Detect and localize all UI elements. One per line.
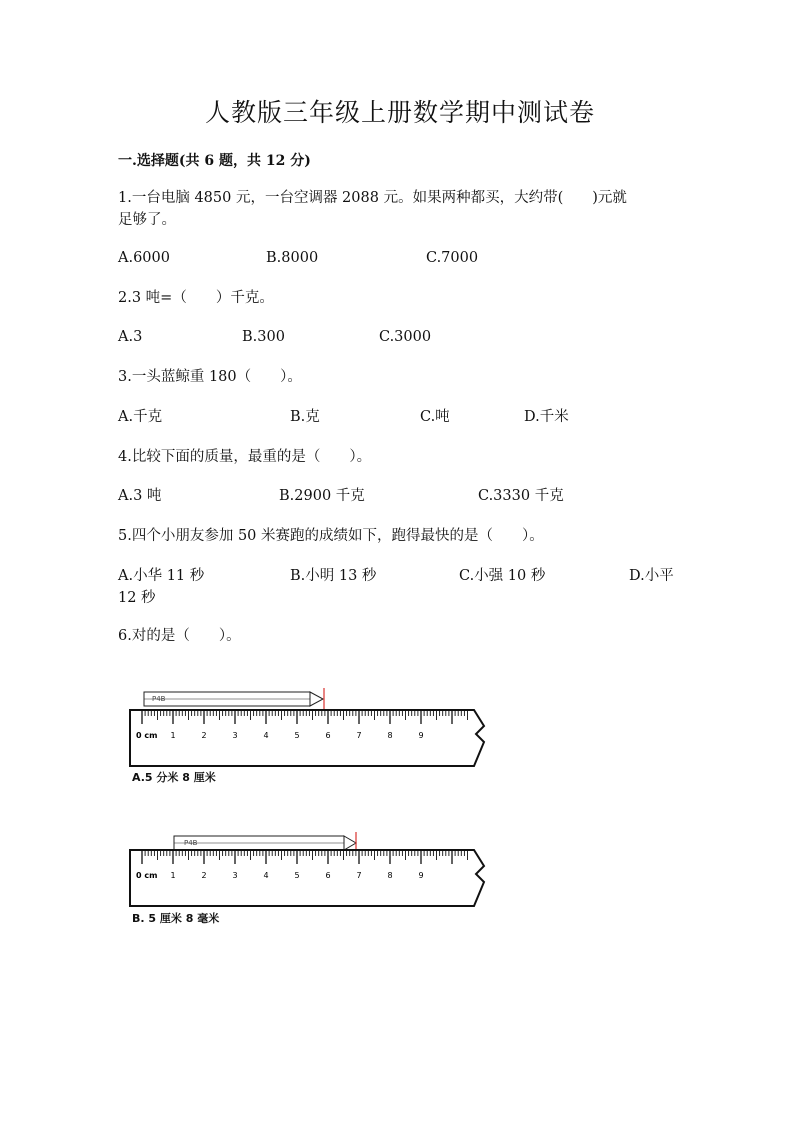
question-5-options-wrap: [118, 587, 688, 609]
option-b[interactable]: B.克: [290, 409, 320, 425]
ruler-number: 8: [387, 871, 393, 880]
question-1: [118, 187, 688, 231]
ruler-number: 3: [232, 731, 238, 740]
question-text: 6.对的是（ ）。: [118, 628, 241, 644]
option-b[interactable]: B.小明 13 秒: [290, 568, 377, 584]
ruler-number: 3: [232, 871, 238, 880]
question-3: [118, 366, 688, 388]
question-3-options: [118, 406, 688, 428]
ruler-number: 2: [201, 871, 207, 880]
option-d[interactable]: D.小平: [629, 568, 674, 584]
svg-text:P4B: P4B: [184, 839, 198, 847]
figure-caption-a: A.5 分米 8 厘米: [132, 771, 216, 784]
question-text: 5.四个小朋友参加 50 米赛跑的成绩如下，跑得最快的是（ ）。: [118, 528, 544, 544]
question-text: 2.3 吨=（ ）千克。: [118, 290, 274, 306]
option-c[interactable]: C.小强 10 秒: [459, 568, 546, 584]
option-a[interactable]: A.小华 11 秒: [118, 568, 205, 584]
question-5-options: [118, 565, 688, 587]
option-c[interactable]: C.7000: [426, 250, 479, 266]
svg-text:P4B: P4B: [152, 695, 166, 703]
ruler-body-a: [130, 710, 484, 766]
option-b[interactable]: B.8000: [266, 250, 319, 266]
option-a[interactable]: A.3 吨: [118, 488, 162, 504]
option-a[interactable]: A.6000: [118, 250, 170, 266]
ruler-number: 1: [170, 731, 176, 740]
option-d[interactable]: D.千米: [524, 409, 569, 425]
ruler-number: 5: [294, 731, 300, 740]
ruler-number: 1: [170, 871, 176, 880]
ruler-number: 7: [356, 731, 362, 740]
ruler-number: 5: [294, 871, 300, 880]
option-d-continued[interactable]: 12 秒: [118, 590, 156, 606]
option-c[interactable]: C.3330 千克: [478, 488, 564, 504]
ruler-number: 2: [201, 731, 207, 740]
option-b[interactable]: B.300: [242, 329, 285, 345]
ruler-number: 9: [418, 871, 424, 880]
pencil-b: [174, 836, 356, 850]
figure-option-b[interactable]: [128, 830, 488, 930]
ruler-number: 7: [356, 871, 362, 880]
ruler-unit-label: 0 cm: [136, 731, 158, 740]
question-text: 1.一台电脑 4850 元，一台空调器 2088 元。如果两种都买，大约带( )元就: [118, 190, 627, 206]
ruler-number: 8: [387, 731, 393, 740]
figure-caption-b: B. 5 厘米 8 毫米: [132, 912, 220, 925]
question-5: [118, 525, 688, 547]
ruler-number: 6: [325, 871, 331, 880]
question-4-options: [118, 485, 688, 507]
ruler-number: 6: [325, 731, 331, 740]
ruler-number: 4: [263, 871, 269, 880]
question-text: 3.一头蓝鲸重 180（ ）。: [118, 369, 302, 385]
question-text-continued: 足够了。: [118, 212, 176, 228]
option-a[interactable]: A.千克: [118, 409, 163, 425]
option-c[interactable]: C.吨: [420, 409, 450, 425]
question-text: 4.比较下面的质量，最重的是（ ）。: [118, 449, 372, 465]
page-title: 人教版三年级上册数学期中测试卷: [204, 98, 595, 127]
option-c[interactable]: C.3000: [379, 329, 432, 345]
section-heading: 一.选择题(共 6 题，共 12 分): [118, 153, 311, 169]
question-2-options: [118, 326, 688, 348]
question-1-options: [118, 247, 688, 269]
ruler-number: 9: [418, 731, 424, 740]
ruler-unit-label: 0 cm: [136, 871, 158, 880]
figure-option-a[interactable]: [128, 686, 488, 786]
option-a[interactable]: A.3: [118, 329, 143, 345]
question-4: [118, 446, 688, 468]
ruler-body-b: [130, 850, 484, 906]
question-2: [118, 287, 688, 309]
pencil-a: [144, 692, 323, 706]
ruler-number: 4: [263, 731, 269, 740]
option-b[interactable]: B.2900 千克: [279, 488, 365, 504]
question-6: [118, 625, 688, 647]
